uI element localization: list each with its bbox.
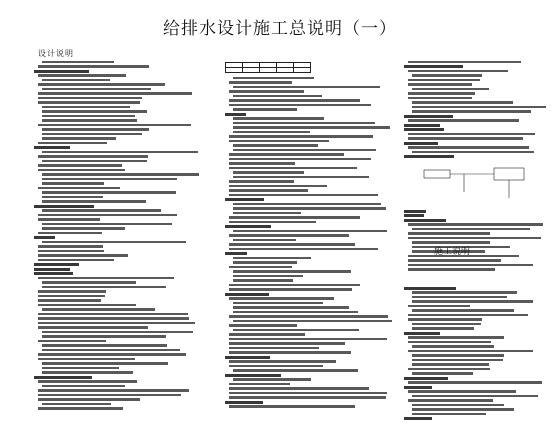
fine-print-ink: [229, 315, 388, 317]
fine-print-ink: [408, 305, 470, 307]
fine-print-ink: [404, 417, 432, 420]
fine-print-ink: [42, 128, 149, 130]
fine-print-line: [34, 123, 206, 128]
fine-print-ink: [408, 137, 523, 139]
fine-print-ink: [233, 230, 387, 232]
fine-print-line: [225, 319, 397, 324]
text-column-2: [225, 60, 397, 420]
fine-print-ink: [412, 300, 533, 302]
fine-print-ink: [225, 293, 269, 296]
fine-print-ink: [233, 86, 380, 88]
fine-print-ink: [412, 345, 494, 347]
fine-print-ink: [408, 70, 508, 72]
fine-print-ink: [412, 309, 514, 311]
fine-print-ink: [408, 314, 528, 316]
fine-print-ink: [42, 160, 147, 162]
pipe-diagram: [404, 162, 552, 206]
fine-print-ink: [34, 268, 70, 271]
fine-print-ink: [38, 313, 188, 315]
fine-print-ink: [408, 399, 493, 401]
fine-print-ink: [38, 101, 140, 103]
fine-print-ink: [38, 169, 125, 171]
fine-print-line: [404, 349, 552, 354]
fine-print-ink: [38, 83, 165, 85]
fine-print-ink: [38, 322, 195, 324]
fine-print-ink: [229, 162, 295, 164]
fine-print-ink: [38, 299, 101, 301]
fine-print-ink: [229, 342, 345, 344]
fine-print-ink: [412, 74, 482, 76]
fine-print-ink: [38, 353, 186, 355]
fine-print-ink: [229, 288, 352, 290]
fine-print-ink: [38, 92, 192, 94]
fine-print-ink: [42, 362, 168, 364]
fine-print-ink: [412, 372, 473, 374]
fine-print-ink: [42, 371, 133, 373]
fine-print-line: [34, 407, 206, 412]
fine-print-line: [225, 121, 397, 126]
fine-print-ink: [42, 344, 167, 346]
pipe-diagram-svg: [404, 162, 544, 206]
fine-print-line: [225, 148, 397, 153]
fine-print-ink: [408, 350, 533, 352]
fine-print-ink: [42, 227, 125, 229]
fine-print-ink: [42, 403, 111, 405]
fine-print-ink: [408, 336, 504, 338]
fine-print-ink: [225, 225, 271, 228]
fine-print-ink: [229, 324, 297, 326]
fine-print-ink: [408, 79, 480, 81]
fine-print-ink: [229, 221, 316, 223]
fine-print-ink: [38, 65, 149, 67]
fine-print-ink: [229, 135, 373, 137]
fine-print-ink: [412, 296, 507, 298]
fine-print-ink: [229, 158, 371, 160]
fine-print-ink: [233, 378, 311, 380]
fine-print-ink: [42, 173, 199, 175]
fine-print-ink: [34, 146, 70, 149]
fine-print-ink: [229, 396, 386, 398]
fine-print-ink: [404, 155, 454, 158]
fine-print-ink: [229, 297, 334, 299]
fine-print-ink: [42, 88, 151, 90]
fine-print-ink: [38, 74, 126, 76]
fine-print-line: [34, 330, 206, 335]
fine-print-ink: [225, 252, 247, 255]
fine-print-ink: [38, 389, 189, 391]
fine-print-ink: [408, 390, 516, 392]
fine-print-line: [225, 229, 397, 234]
fine-print-ink: [42, 367, 119, 369]
section-gap: [404, 272, 552, 286]
fine-print-ink: [408, 223, 543, 225]
fine-print-ink: [229, 266, 292, 268]
fine-print-ink: [38, 164, 122, 166]
fine-print-ink: [404, 377, 448, 380]
fine-print-ink: [38, 259, 114, 261]
fine-print-ink: [225, 113, 246, 116]
fine-print-line: [404, 155, 552, 160]
fine-print-ink: [412, 363, 489, 365]
fine-print-ink: [38, 245, 103, 247]
fine-print-ink: [38, 187, 120, 189]
fine-print-ink: [233, 329, 359, 331]
fine-print-ink: [229, 185, 327, 187]
text-column-1: [34, 60, 206, 420]
fine-print-ink: [233, 261, 297, 263]
fine-print-ink: [412, 359, 503, 361]
fine-print-ink: [225, 198, 264, 201]
section-heading-construction: 施工说明: [434, 247, 471, 257]
fine-print-ink: [38, 142, 107, 144]
fine-print-ink: [229, 167, 357, 169]
fine-print-ink: [408, 97, 472, 99]
fine-print-ink: [233, 126, 390, 128]
fine-print-ink: [38, 407, 123, 409]
fine-print-ink: [42, 335, 166, 337]
fine-print-ink: [34, 70, 89, 73]
fine-print-ink: [412, 404, 504, 406]
fine-print-ink: [38, 277, 174, 279]
fine-print-ink: [404, 214, 424, 217]
fine-print-ink: [229, 333, 305, 335]
fine-print-ink: [229, 405, 355, 407]
fine-print-line: [225, 202, 397, 207]
fine-print-ink: [408, 92, 475, 94]
fine-print-ink: [233, 369, 358, 371]
fine-print-ink: [42, 110, 147, 112]
fine-print-ink: [412, 88, 489, 90]
fine-print-ink: [42, 308, 155, 310]
fine-print-ink: [233, 279, 293, 281]
section-heading-design: 设计说明: [38, 49, 74, 58]
fine-print-ink: [233, 320, 392, 322]
fine-print-ink: [229, 140, 329, 142]
fine-print-line: [225, 247, 397, 252]
fine-print-ink: [233, 171, 304, 173]
fine-print-ink: [38, 358, 135, 360]
fine-print-ink: [42, 241, 186, 243]
fine-print-ink: [229, 248, 378, 250]
fine-print-ink: [42, 191, 176, 193]
fine-print-ink: [412, 327, 474, 329]
fine-print-line: [404, 417, 552, 421]
fine-print-ink: [229, 347, 319, 349]
fine-print-ink: [412, 291, 517, 293]
fine-print-ink: [42, 281, 136, 283]
fine-print-line: [225, 103, 397, 108]
fine-print-ink: [225, 374, 281, 377]
fine-print-line: [34, 393, 206, 398]
fine-print-ink: [38, 97, 142, 99]
fine-print-ink: [408, 268, 495, 270]
fine-print-ink: [233, 306, 349, 308]
fine-print-ink: [408, 237, 541, 239]
fine-print-ink: [229, 90, 304, 92]
fine-print-ink: [233, 117, 324, 119]
fine-print-ink: [233, 95, 322, 97]
fine-print-line: [34, 348, 206, 353]
page-title: 给排水设计施工总说明（一）: [163, 19, 397, 39]
fine-print-ink: [42, 349, 180, 351]
fine-print-ink: [408, 381, 542, 383]
fine-print-ink: [229, 351, 351, 353]
fine-print-ink: [408, 341, 491, 343]
fine-print-ink: [233, 270, 351, 272]
fine-print-ink: [42, 137, 116, 139]
fine-print-ink: [42, 196, 103, 198]
fine-print-ink: [233, 212, 301, 214]
fine-print-ink: [233, 176, 369, 178]
fine-print-line: [404, 150, 552, 155]
fine-print-ink: [42, 178, 177, 180]
fine-print-ink: [42, 61, 114, 63]
fine-print-ink: [225, 356, 270, 359]
fine-print-ink: [404, 142, 438, 145]
fine-print-ink: [34, 205, 94, 208]
fine-print-ink: [34, 376, 92, 379]
fine-print-ink: [233, 77, 314, 79]
fine-print-line: [225, 405, 397, 410]
fine-print-ink: [38, 340, 106, 342]
fine-print-ink: [38, 290, 106, 292]
fine-print-ink: [404, 124, 440, 127]
fine-print-ink: [404, 65, 463, 68]
fine-print-ink: [229, 180, 294, 182]
fine-print-ink: [38, 218, 100, 220]
fine-print-ink: [38, 326, 148, 328]
fine-print-ink: [404, 332, 440, 335]
fine-print-ink: [34, 236, 55, 239]
fine-print-ink: [42, 119, 137, 121]
fine-print-ink: [229, 383, 290, 385]
fine-print-ink: [412, 408, 514, 410]
fine-print-ink: [233, 203, 381, 205]
fine-print-ink: [229, 360, 336, 362]
fine-print-ink: [408, 83, 472, 85]
fine-print-ink: [233, 257, 311, 259]
fine-print-ink: [404, 210, 426, 213]
fine-print-ink: [404, 128, 444, 131]
fine-print-ink: [229, 338, 387, 340]
fine-print-line: [404, 236, 552, 241]
fine-print-ink: [42, 182, 104, 184]
fine-print-ink: [38, 250, 104, 252]
fine-print-line: [404, 394, 552, 399]
fine-print-ink: [229, 81, 292, 83]
fine-print-ink: [408, 133, 535, 135]
fine-print-ink: [229, 194, 378, 196]
fine-print-ink: [229, 243, 355, 245]
fine-print-ink: [38, 380, 137, 382]
fine-print-ink: [233, 149, 376, 151]
fine-print-ink: [404, 219, 446, 222]
fine-print-ink: [233, 275, 303, 277]
fine-print-ink: [38, 295, 105, 297]
fine-print-ink: [404, 115, 453, 118]
fine-print-line: [225, 193, 397, 198]
fine-print-ink: [38, 155, 148, 157]
fine-print-line: [225, 391, 397, 396]
fine-print-ink: [42, 115, 135, 117]
fine-print-ink: [408, 368, 490, 370]
fine-print-ink: [233, 302, 323, 304]
fine-print-ink: [233, 131, 310, 133]
fine-print-ink: [229, 365, 323, 367]
fine-print-ink: [38, 394, 181, 396]
fine-print-ink: [412, 354, 504, 356]
fine-print-ink: [42, 200, 146, 202]
fine-print-ink: [233, 239, 296, 241]
fine-print-ink: [42, 151, 198, 153]
fine-print-ink: [412, 228, 530, 230]
fine-print-ink: [229, 392, 387, 394]
fine-print-line: [404, 132, 552, 137]
fine-print-line: [34, 321, 206, 326]
fine-print-ink: [34, 272, 73, 275]
fine-print-ink: [229, 153, 344, 155]
fine-print-ink: [229, 284, 360, 286]
fine-print-ink: [233, 144, 318, 146]
fine-print-ink: [412, 395, 538, 397]
fine-print-ink: [233, 108, 297, 110]
fine-print-ink: [38, 214, 177, 216]
fine-print-ink: [229, 216, 360, 218]
fine-print-ink: [225, 401, 263, 404]
fine-print-ink: [42, 209, 161, 211]
fine-print-ink: [412, 106, 546, 108]
fine-print-line: [225, 337, 397, 342]
fine-print-ink: [408, 119, 519, 121]
fine-print-ink: [233, 122, 375, 124]
fine-print-line: [34, 240, 206, 245]
fine-print-ink: [408, 61, 521, 63]
text-column-3: [404, 60, 552, 420]
fine-print-ink: [412, 413, 486, 415]
fine-print-line: [34, 312, 206, 317]
fine-print-ink: [34, 263, 79, 266]
fine-print-ink: [412, 151, 534, 153]
fine-print-ink: [412, 101, 513, 103]
fine-print-ink: [229, 234, 349, 236]
fine-print-ink: [42, 385, 125, 387]
fine-print-ink: [412, 110, 531, 112]
fine-print-ink: [229, 189, 308, 191]
fine-print-line: [225, 85, 397, 90]
fine-print-ink: [42, 223, 172, 225]
fine-print-ink: [408, 259, 501, 261]
fine-print-ink: [38, 398, 140, 400]
fine-print-ink: [229, 387, 369, 389]
fine-print-ink: [229, 99, 360, 101]
fine-print-ink: [42, 286, 166, 288]
fine-print-ink: [408, 232, 490, 234]
fine-print-ink: [408, 318, 482, 320]
fine-print-ink: [412, 323, 481, 325]
fine-print-ink: [38, 124, 191, 126]
fine-print-ink: [38, 232, 102, 234]
fine-print-line: [404, 105, 552, 110]
fine-print-ink: [42, 133, 142, 135]
fine-print-ink: [233, 311, 358, 313]
fine-print-ink: [408, 146, 529, 148]
fine-print-line: [404, 263, 552, 268]
fine-print-ink: [42, 106, 130, 108]
parameter-table: [225, 62, 311, 73]
fine-print-ink: [38, 317, 189, 319]
fine-print-ink: [404, 287, 456, 290]
fine-print-ink: [233, 207, 386, 209]
fine-print-ink: [42, 331, 193, 333]
fine-print-ink: [38, 254, 128, 256]
fine-print-ink: [404, 386, 432, 389]
fine-print-ink: [408, 264, 533, 266]
fine-print-ink: [229, 104, 371, 106]
fine-print-ink: [42, 79, 110, 81]
fine-print-ink: [38, 304, 136, 306]
fine-print-line: [34, 150, 206, 155]
